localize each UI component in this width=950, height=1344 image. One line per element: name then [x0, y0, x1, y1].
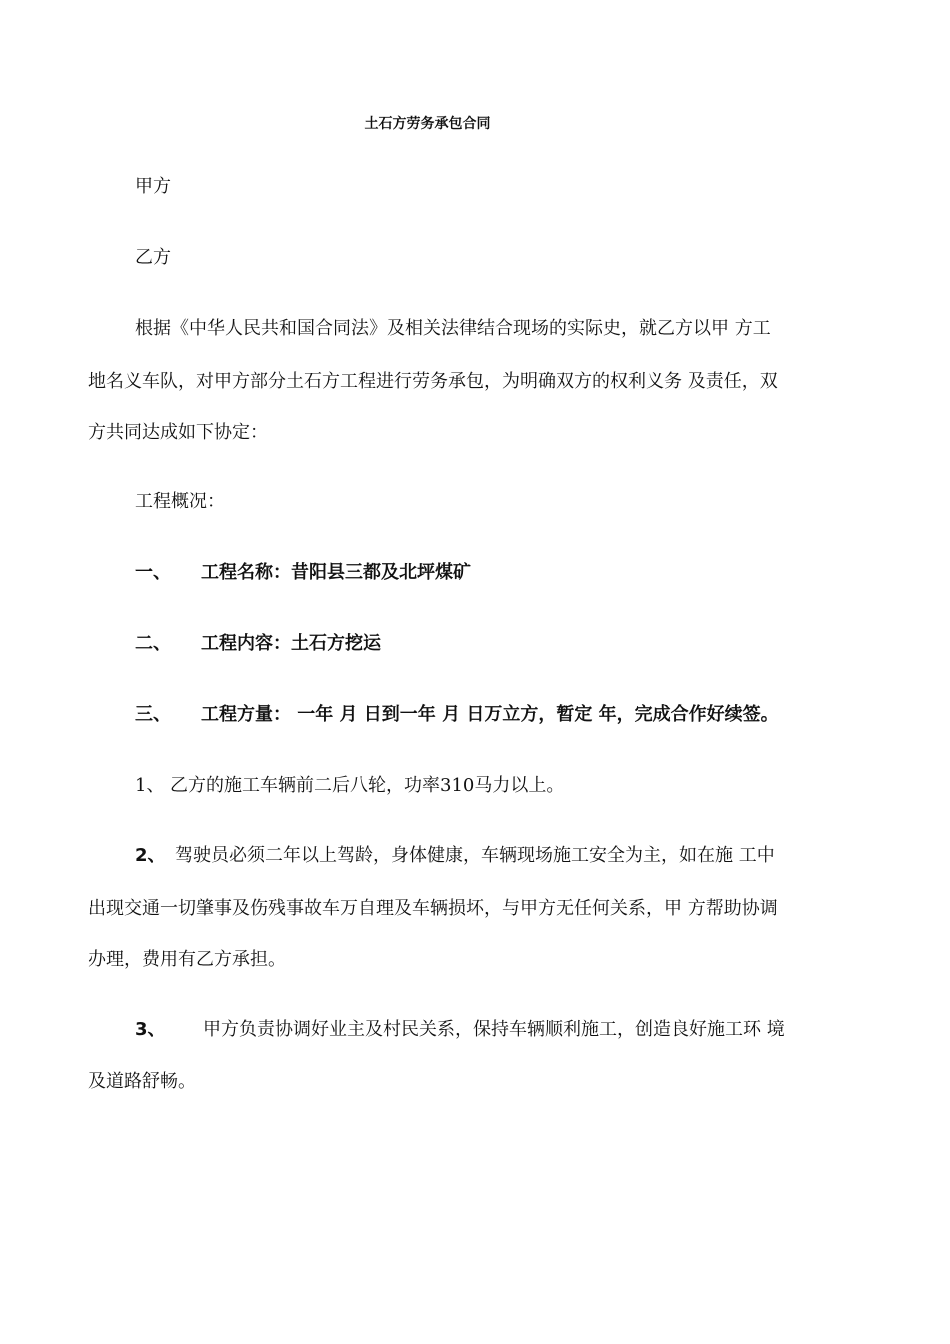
party-b-label: 乙方 — [135, 247, 171, 268]
clause-number: 3、 — [135, 1019, 166, 1040]
overview-item-3 — [88, 697, 885, 733]
clause-3-line-2: 及道路舒畅。 — [88, 1071, 196, 1092]
clause-text: 甲方负责协调好业主及村民关系，保持车辆顺利施工，创造良好施工环 境 — [203, 1019, 785, 1040]
clause-2-line-2: 出现交通一切肇事及伤残事故车万自理及车辆损坏，与甲方无任何关系，甲 方帮助协调 — [88, 898, 778, 919]
clause-text: 驾驶员必须二年以上驾龄，身体健康，车辆现场施工安全为主，如在施 工中 — [175, 845, 775, 866]
intro-line-3: 方共同达成如下协定： — [88, 422, 268, 443]
item-text: 工程名称：昔阳县三都及北坪煤矿 — [201, 562, 471, 583]
clause-number: 1、 — [135, 775, 165, 796]
party-a-label: 甲方 — [135, 176, 171, 197]
intro-line-2: 地名义车队，对甲方部分土石方工程进行劳务承包，为明确双方的权利义务 及责任，双 — [88, 371, 778, 392]
item-number: 二、 — [135, 633, 171, 654]
clause-2-line-3: 办理，费用有乙方承担。 — [88, 949, 286, 970]
clause-text: 乙方的施工车辆前二后八轮，功率310马力以上。 — [170, 775, 565, 796]
clause-number: 2、 — [135, 845, 166, 866]
item-text: 工程内容：土石方挖运 — [201, 633, 381, 654]
item-number: 一、 — [135, 562, 171, 583]
overview-item-1 — [88, 555, 917, 591]
overview-item-2 — [88, 626, 917, 662]
clause-2-line-1 — [88, 838, 917, 874]
clause-1 — [88, 768, 917, 804]
overview-heading: 工程概况： — [135, 491, 225, 512]
item-number: 三、 — [135, 704, 171, 725]
clause-3-line-1 — [88, 1012, 917, 1048]
intro-line-1: 根据《中华人民共和国合同法》及相关法律结合现场的实际史，就乙方以甲 方工 — [135, 318, 771, 339]
document-title: 土石方劳务承包合同 — [364, 116, 491, 132]
item-text: 工程方量： 一年 月 日到一年 月 日万立方，暂定 年，完成合作好续签。 — [201, 704, 779, 725]
